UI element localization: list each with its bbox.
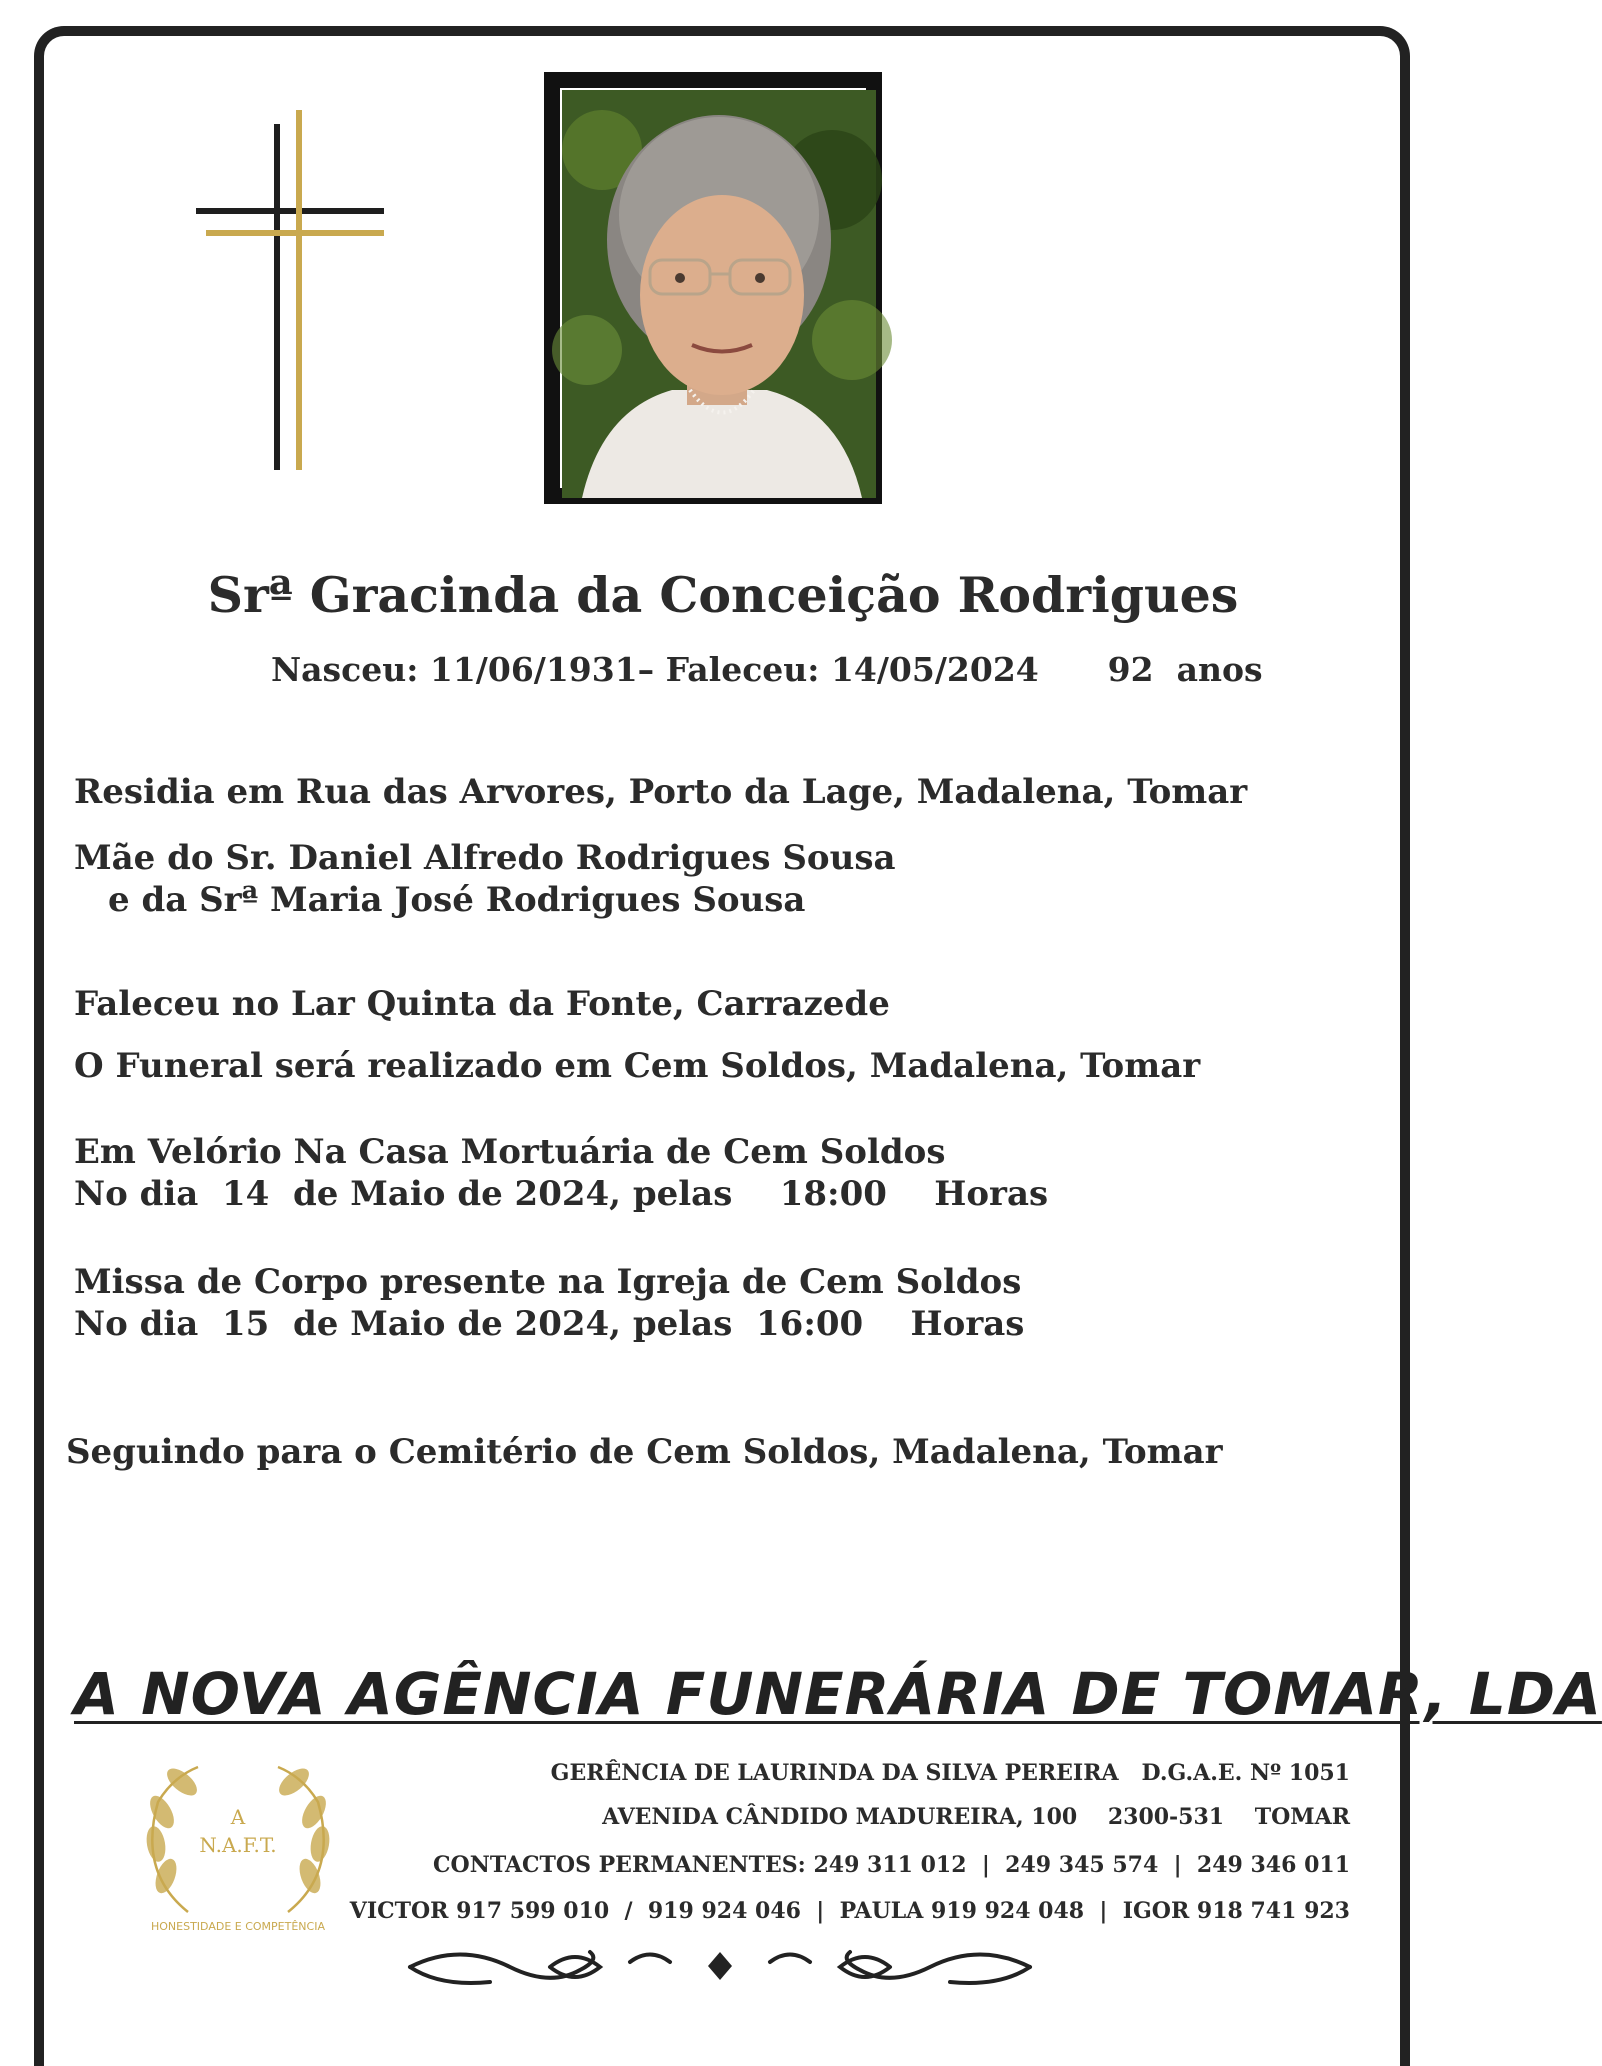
wake-line-1: Em Velório Na Casa Mortuária de Cem Soldos [74,1132,946,1172]
seal-abbreviation: N.A.F.T. [199,1833,277,1857]
laurel-seal-icon [118,1752,358,1942]
agency-contacts: CONTACTOS PERMANENTES: 249 311 012 | 249 345 574 | 249 346 011 [433,1852,1350,1878]
funeral-line: O Funeral será realizado em Cem Soldos, Madalena, Tomar [74,1046,1201,1086]
mother-of-line-2: e da Srª Maria José Rodrigues Sousa [108,880,806,920]
deceased-photo-frame [544,72,882,504]
cross-icon [196,110,386,470]
agency-address: AVENIDA CÂNDIDO MADUREIRA, 100 2300-531 TOMAR [602,1804,1350,1830]
mother-of-line-1: Mãe do Sr. Daniel Alfredo Rodrigues Sousa [74,838,896,878]
birth-death-dates: Nasceu: 11/06/1931– Faleceu: 14/05/2024 92 anos [271,650,1263,689]
agency-staff-phones: VICTOR 917 599 010 / 919 924 046 | PAULA 919 924 048 | IGOR 918 741 923 [349,1898,1350,1924]
residence-line: Residia em Rua das Arvores, Porto da Lage, Madalena, Tomar [74,772,1248,812]
seal-motto: HONESTIDADE E COMPETÊNCIA [151,1920,325,1933]
deceased-photo [560,88,866,488]
agency-name: A NOVA AGÊNCIA FUNERÁRIA DE TOMAR, LDA [74,1660,1602,1728]
deceased-name [0,566,1446,624]
cemetery-line: Seguindo para o Cemitério de Cem Soldos, Madalena, Tomar [66,1432,1223,1472]
deceased-name-text: Srª Gracinda da Conceição Rodrigues [207,566,1239,624]
mass-line-2: No dia 15 de Maio de 2024, pelas 16:00 Horas [74,1304,1025,1344]
mass-line-1: Missa de Corpo presente na Igreja de Cem Soldos [74,1262,1022,1302]
scroll-ornament-icon [400,1932,1040,2002]
agency-management: GERÊNCIA DE LAURINDA DA SILVA PEREIRA D.G.A.E. Nº 1051 [550,1760,1350,1786]
died-at-line: Faleceu no Lar Quinta da Fonte, Carrazede [74,984,890,1024]
wake-line-2: No dia 14 de Maio de 2024, pelas 18:00 Horas [74,1174,1049,1214]
seal-letter: A [230,1805,246,1829]
